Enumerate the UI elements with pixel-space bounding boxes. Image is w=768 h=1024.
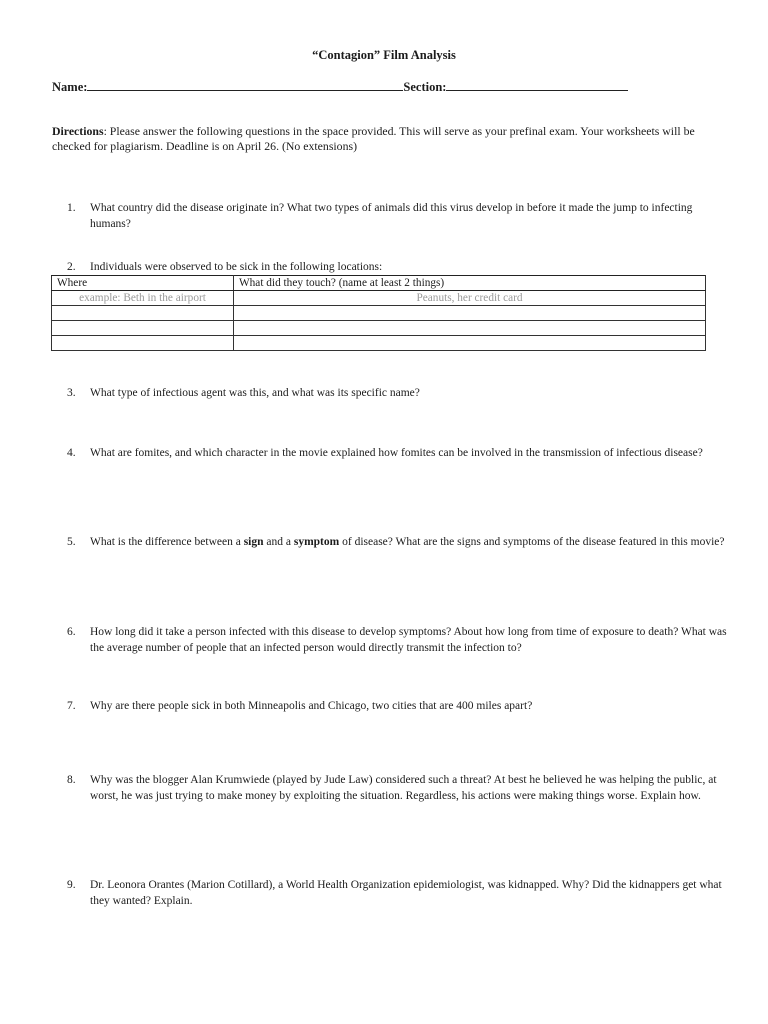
question-text: What are fomites, and which character in the movie explained how fomites can be involved in the transmission of infectious disease? bbox=[90, 447, 703, 459]
locations-table bbox=[51, 275, 706, 351]
question-text: What type of infectious agent was this, and what was its specific name? bbox=[90, 387, 420, 399]
name-label: Name: bbox=[52, 80, 88, 94]
table-row bbox=[52, 321, 706, 336]
question-number: 9. bbox=[67, 879, 76, 891]
question-text: What is the difference between a sign and a symptom of disease? What are the signs and symptoms of the disease featured in this movie? bbox=[90, 536, 725, 548]
table-row bbox=[52, 336, 706, 351]
question-7 bbox=[67, 699, 727, 715]
header-where: Where bbox=[52, 276, 234, 291]
document-title: “Contagion” Film Analysis bbox=[312, 48, 456, 62]
question-2 bbox=[67, 260, 727, 276]
question-text: Dr. Leonora Orantes (Marion Cotillard), a World Health Organization epidemiologist, was kidnapped. Why? Did the kidnappers get what they wanted? Explain. bbox=[90, 879, 722, 907]
table-cell-what[interactable] bbox=[234, 336, 706, 351]
question-1 bbox=[67, 201, 727, 232]
table-example-row bbox=[52, 291, 706, 306]
question-number: 7. bbox=[67, 700, 76, 712]
keyword-sign: sign bbox=[243, 536, 264, 548]
table-row bbox=[52, 306, 706, 321]
question-text: Why was the blogger Alan Krumwiede (played by Jude Law) considered such a threat? At best he believed he was helping the public, at worst, he was just trying to make money by exploiting the situation. Regardless, his actions were making things worse. Explain how. bbox=[90, 774, 717, 802]
example-where: example: Beth in the airport bbox=[52, 291, 234, 306]
directions-text: : Please answer the following questions in the space provided. This will serve as your prefinal exam. Your worksheets will be checked for plagiarism. Deadline is on April 26. (No extensions) bbox=[52, 124, 695, 153]
question-8 bbox=[67, 773, 727, 804]
table-cell-where[interactable] bbox=[52, 321, 234, 336]
question-number: 2. bbox=[67, 261, 76, 273]
question-number: 4. bbox=[67, 447, 76, 459]
table-cell-what[interactable] bbox=[234, 306, 706, 321]
question-4 bbox=[67, 446, 727, 462]
name-blank-line[interactable] bbox=[87, 78, 403, 91]
question-3 bbox=[67, 386, 727, 402]
header-what-touched: What did they touch? (name at least 2 things) bbox=[234, 276, 706, 291]
table-cell-where[interactable] bbox=[52, 336, 234, 351]
table-header-row bbox=[52, 276, 706, 291]
question-6 bbox=[67, 625, 727, 656]
directions-paragraph bbox=[52, 124, 724, 154]
question-5 bbox=[67, 535, 727, 551]
question-number: 5. bbox=[67, 536, 76, 548]
table-cell-where[interactable] bbox=[52, 306, 234, 321]
question-text: Why are there people sick in both Minneapolis and Chicago, two cities that are 400 miles apart? bbox=[90, 700, 533, 712]
name-section-row bbox=[52, 78, 628, 95]
question-text: How long did it take a person infected with this disease to develop symptoms? About how long from time of exposure to death? What was the average number of people that an infected person would directly transmit the infection to? bbox=[90, 626, 727, 654]
question-text: Individuals were observed to be sick in the following locations: bbox=[90, 261, 383, 273]
question-number: 8. bbox=[67, 774, 76, 786]
question-number: 3. bbox=[67, 387, 76, 399]
section-label: Section: bbox=[403, 80, 447, 94]
question-9 bbox=[67, 878, 727, 909]
question-number: 1. bbox=[67, 202, 76, 214]
directions-label: Directions bbox=[52, 124, 104, 138]
example-what-touched: Peanuts, her credit card bbox=[234, 291, 706, 306]
table-cell-what[interactable] bbox=[234, 321, 706, 336]
question-number: 6. bbox=[67, 626, 76, 638]
keyword-symptom: symptom bbox=[293, 536, 340, 548]
section-blank-line[interactable] bbox=[446, 78, 628, 91]
question-text: What country did the disease originate in? What two types of animals did this virus develop in before it made the jump to infecting humans? bbox=[90, 202, 693, 230]
